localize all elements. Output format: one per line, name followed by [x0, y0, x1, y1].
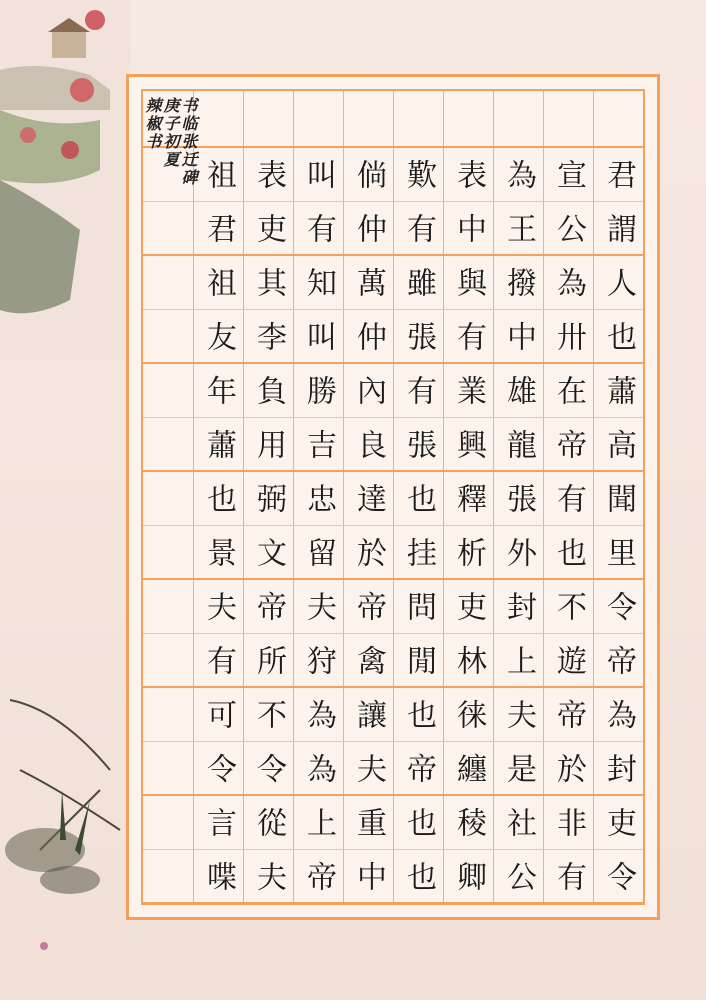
calligraphy-character: 纏 — [451, 753, 486, 783]
calligraphy-character: 有 — [201, 645, 236, 675]
calligraphy-character: 挂 — [401, 537, 436, 567]
calligraphy-character: 蕭 — [601, 375, 636, 405]
calligraphy-character: 叫 — [301, 321, 336, 351]
calligraphy-character: 叫 — [301, 159, 336, 189]
calligraphy-character: 為 — [501, 159, 536, 189]
calligraphy-character: 從 — [251, 807, 286, 837]
grid-column-line — [293, 91, 294, 903]
calligraphy-character: 徕 — [451, 699, 486, 729]
calligraphy-character: 公 — [551, 213, 586, 243]
calligraphy-character: 上 — [501, 645, 536, 675]
grid-column-line — [343, 91, 344, 903]
grid-column-line — [543, 91, 544, 903]
grid-column-line — [393, 91, 394, 903]
calligraphy-character: 帝 — [351, 591, 386, 621]
calligraphy-character: 君 — [201, 213, 236, 243]
calligraphy-character: 帝 — [301, 861, 336, 891]
calligraphy-character: 有 — [451, 321, 486, 351]
calligraphy-character: 夫 — [301, 591, 336, 621]
calligraphy-character: 卿 — [451, 861, 486, 891]
calligraphy-character: 忠 — [301, 483, 336, 513]
calligraphy-character: 吉 — [301, 429, 336, 459]
inscription-text: 辣椒书 — [143, 97, 162, 151]
calligraphy-character: 吏 — [251, 213, 286, 243]
calligraphy-character: 景 — [201, 537, 236, 567]
landscape-painting-top — [0, 0, 130, 360]
calligraphy-character: 留 — [301, 537, 336, 567]
calligraphy-character: 吏 — [601, 807, 636, 837]
calligraphy-character: 人 — [601, 267, 636, 297]
grid-column-line — [493, 91, 494, 903]
calligraphy-character: 也 — [401, 483, 436, 513]
calligraphy-character: 帝 — [401, 753, 436, 783]
calligraphy-character: 令 — [251, 753, 286, 783]
calligraphy-character: 公 — [501, 861, 536, 891]
calligraphy-character: 帝 — [551, 429, 586, 459]
calligraphy-character: 內 — [351, 375, 386, 405]
calligraphy-character: 有 — [401, 213, 436, 243]
calligraphy-character: 與 — [451, 267, 486, 297]
calligraphy-character: 弼 — [251, 483, 286, 513]
calligraphy-character: 也 — [401, 861, 436, 891]
calligraphy-character: 興 — [451, 429, 486, 459]
calligraphy-character: 狩 — [301, 645, 336, 675]
calligraphy-character: 可 — [201, 699, 236, 729]
calligraphy-character: 也 — [601, 321, 636, 351]
calligraphy-character: 文 — [251, 537, 286, 567]
calligraphy-character: 夫 — [351, 753, 386, 783]
calligraphy-character: 謂 — [601, 213, 636, 243]
calligraphy-character: 非 — [551, 807, 586, 837]
calligraphy-character: 夫 — [201, 591, 236, 621]
calligraphy-character: 釋 — [451, 483, 486, 513]
calligraphy-character: 不 — [251, 699, 286, 729]
calligraphy-character: 達 — [351, 483, 386, 513]
calligraphy-character: 令 — [601, 861, 636, 891]
calligraphy-character: 夫 — [251, 861, 286, 891]
calligraphy-character: 張 — [501, 483, 536, 513]
copybook-sheet — [126, 74, 660, 920]
grid-column-line — [593, 91, 594, 903]
calligraphy-character: 友 — [201, 321, 236, 351]
calligraphy-character: 李 — [251, 321, 286, 351]
calligraphy-character: 帝 — [251, 591, 286, 621]
inscription-text: 庚子初夏 — [161, 97, 180, 169]
calligraphy-character: 帝 — [551, 699, 586, 729]
calligraphy-character: 在 — [551, 375, 586, 405]
calligraphy-character: 雖 — [401, 267, 436, 297]
calligraphy-character: 閒 — [401, 645, 436, 675]
calligraphy-character: 封 — [601, 753, 636, 783]
calligraphy-character: 帝 — [601, 645, 636, 675]
calligraphy-character: 重 — [351, 807, 386, 837]
calligraphy-character: 令 — [601, 591, 636, 621]
calligraphy-character: 表 — [251, 159, 286, 189]
calligraphy-character: 卅 — [551, 321, 586, 351]
calligraphy-character: 君 — [601, 159, 636, 189]
calligraphy-character: 於 — [351, 537, 386, 567]
calligraphy-character: 社 — [501, 807, 536, 837]
calligraphy-character: 是 — [501, 753, 536, 783]
calligraphy-character: 有 — [551, 861, 586, 891]
calligraphy-character: 中 — [501, 321, 536, 351]
orchid-painting-bottom — [0, 650, 140, 970]
calligraphy-character: 吏 — [451, 591, 486, 621]
calligraphy-character: 祖 — [201, 159, 236, 189]
grid-column-line — [443, 91, 444, 903]
calligraphy-character: 有 — [401, 375, 436, 405]
inscription-text: 书临张迁碑 — [179, 97, 198, 187]
calligraphy-character: 問 — [401, 591, 436, 621]
calligraphy-character: 遊 — [551, 645, 586, 675]
calligraphy-character: 禽 — [351, 645, 386, 675]
calligraphy-character: 也 — [401, 699, 436, 729]
calligraphy-character: 知 — [301, 267, 336, 297]
calligraphy-character: 蕭 — [201, 429, 236, 459]
calligraphy-character: 為 — [551, 267, 586, 297]
grid-column-line — [243, 91, 244, 903]
calligraphy-character: 高 — [601, 429, 636, 459]
calligraphy-character: 令 — [201, 753, 236, 783]
calligraphy-character: 析 — [451, 537, 486, 567]
calligraphy-character: 良 — [351, 429, 386, 459]
calligraphy-character: 有 — [551, 483, 586, 513]
calligraphy-character: 夫 — [501, 699, 536, 729]
calligraphy-character: 封 — [501, 591, 536, 621]
grid-column-line — [193, 91, 194, 903]
calligraphy-character: 不 — [551, 591, 586, 621]
calligraphy-character: 言 — [201, 807, 236, 837]
calligraphy-character: 業 — [451, 375, 486, 405]
calligraphy-character: 祖 — [201, 267, 236, 297]
calligraphy-character: 讓 — [351, 699, 386, 729]
character-grid — [141, 89, 645, 905]
calligraphy-character: 勝 — [301, 375, 336, 405]
calligraphy-character: 歎 — [401, 159, 436, 189]
calligraphy-character: 也 — [401, 807, 436, 837]
calligraphy-character: 稜 — [451, 807, 486, 837]
calligraphy-character: 里 — [601, 537, 636, 567]
calligraphy-character: 中 — [451, 213, 486, 243]
calligraphy-character: 萬 — [351, 267, 386, 297]
calligraphy-character: 用 — [251, 429, 286, 459]
calligraphy-character: 張 — [401, 429, 436, 459]
calligraphy-character: 喋 — [201, 861, 236, 891]
calligraphy-character: 倘 — [351, 159, 386, 189]
calligraphy-character: 為 — [301, 699, 336, 729]
calligraphy-character: 王 — [501, 213, 536, 243]
calligraphy-character: 上 — [301, 807, 336, 837]
calligraphy-character: 外 — [501, 537, 536, 567]
calligraphy-character: 負 — [251, 375, 286, 405]
calligraphy-character: 龍 — [501, 429, 536, 459]
calligraphy-character: 林 — [451, 645, 486, 675]
calligraphy-character: 宣 — [551, 159, 586, 189]
calligraphy-character: 為 — [601, 699, 636, 729]
calligraphy-character: 為 — [301, 753, 336, 783]
calligraphy-character: 雄 — [501, 375, 536, 405]
calligraphy-character: 中 — [351, 861, 386, 891]
calligraphy-character: 所 — [251, 645, 286, 675]
calligraphy-character: 表 — [451, 159, 486, 189]
calligraphy-character: 也 — [551, 537, 586, 567]
calligraphy-character: 撥 — [501, 267, 536, 297]
calligraphy-character: 也 — [201, 483, 236, 513]
calligraphy-character: 於 — [551, 753, 586, 783]
calligraphy-character: 其 — [251, 267, 286, 297]
calligraphy-character: 聞 — [601, 483, 636, 513]
calligraphy-character: 張 — [401, 321, 436, 351]
calligraphy-character: 有 — [301, 213, 336, 243]
calligraphy-character: 仲 — [351, 213, 386, 243]
calligraphy-character: 仲 — [351, 321, 386, 351]
calligraphy-character: 年 — [201, 375, 236, 405]
